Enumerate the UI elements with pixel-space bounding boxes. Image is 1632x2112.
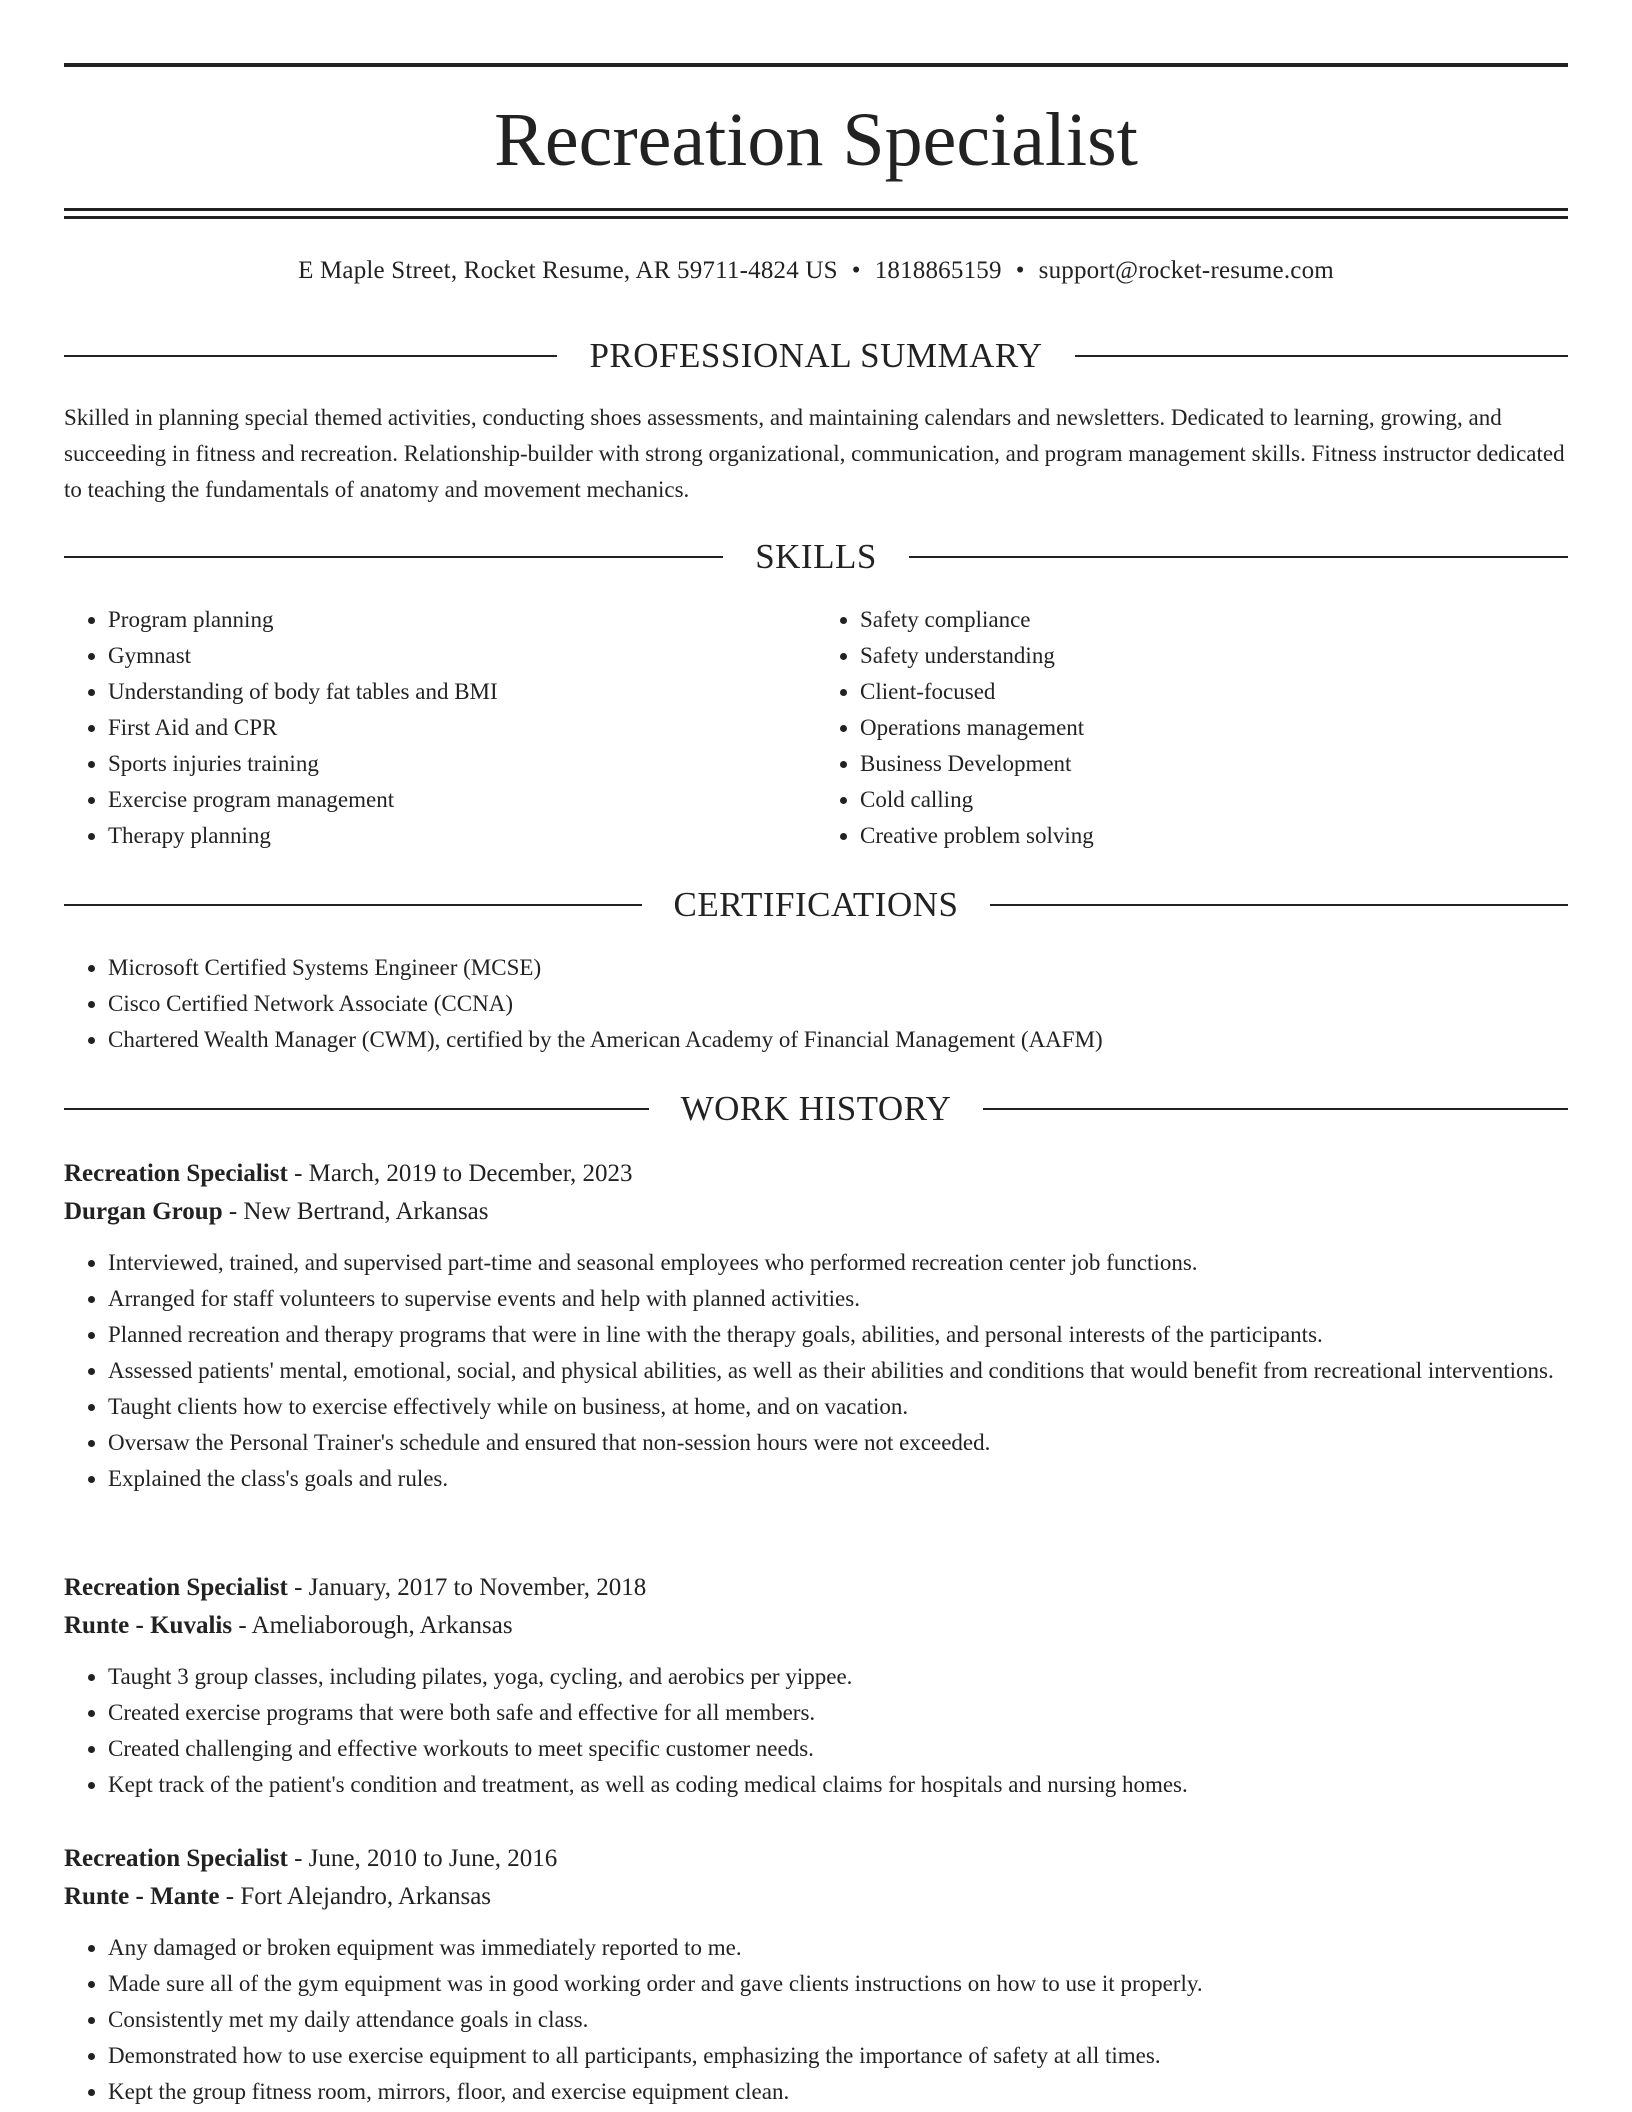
section-rule-right — [1075, 355, 1568, 357]
skill-item: • Sports injuries training — [108, 746, 816, 782]
job-title-line — [64, 1569, 1568, 1607]
section-rule-left — [64, 355, 557, 357]
job-company-line — [64, 1607, 1568, 1645]
job-bullets — [64, 1930, 1568, 2110]
header-bottom-rule — [64, 208, 1568, 211]
skill-item: • Therapy planning — [108, 818, 816, 854]
section-title: PROFESSIONAL SUMMARY — [589, 336, 1043, 375]
job-bullet: • Explained the class's goals and rules. — [108, 1461, 1568, 1497]
job-location: - New Bertrand, Arkansas — [228, 1198, 489, 1225]
job-bullet: • Any damaged or broken equipment was immediately reported to me. — [108, 1930, 1568, 1966]
job-company-line — [64, 1878, 1568, 1916]
section-title: SKILLS — [755, 537, 877, 576]
job-bullet: • Made sure all of the gym equipment was in good working order and gave clients instructions on how to use it properly. — [108, 1966, 1568, 2002]
job-bullet: • Interviewed, trained, and supervised part-time and seasonal employees who performed recreation center job functions. — [108, 1245, 1568, 1281]
section-header-summary — [64, 336, 1568, 376]
job-bullet: • Created exercise programs that were both safe and effective for all members. — [108, 1695, 1568, 1731]
skill-item: • Exercise program management — [108, 782, 816, 818]
contact-phone: 1818865159 — [874, 257, 1002, 284]
job-company: Durgan Group — [64, 1198, 223, 1225]
contact-separator: • — [1015, 257, 1025, 284]
skill-item: • Safety understanding — [860, 638, 1568, 674]
skill-item: • Client-focused — [860, 674, 1568, 710]
job-bullet: • Kept track of the patient's condition and treatment, as well as coding medical claims for hospitals and nursing homes. — [108, 1767, 1568, 1803]
job-dates: - January, 2017 to November, 2018 — [294, 1574, 647, 1601]
job-bullets — [64, 1245, 1568, 1497]
section-title: WORK HISTORY — [680, 1089, 952, 1128]
skill-item: • Operations management — [860, 710, 1568, 746]
professional-summary: Skilled in planning special themed activities, conducting shoes assessments, and maintaining calendars and newsletters. Dedicated to learning, growing, and succeeding in fitness and recreation. Relationship-builder with strong organizational, communication, and program management skills. Fitness instructor dedicated to teaching the fundamentals of anatomy and movement mechanics. — [64, 405, 1565, 502]
contact-line — [64, 254, 1568, 288]
job-entry — [64, 1840, 1568, 2110]
skill-item: • Safety compliance — [860, 602, 1568, 638]
job-bullet: • Planned recreation and therapy programs that were in line with the therapy goals, abilities, and personal interests of the participants. — [108, 1317, 1568, 1353]
job-title: Recreation Specialist — [64, 1845, 288, 1872]
skill-item: • Program planning — [108, 602, 816, 638]
job-title: Recreation Specialist — [64, 1160, 288, 1187]
job-bullet: • Oversaw the Personal Trainer's schedule and ensured that non-session hours were not exceeded. — [108, 1425, 1568, 1461]
section-rule-left — [64, 904, 642, 906]
job-location: - Fort Alejandro, Arkansas — [225, 1883, 492, 1910]
section-rule-right — [983, 1108, 1568, 1110]
job-bullet: • Taught clients how to exercise effectively while on business, at home, and on vacation. — [108, 1389, 1568, 1425]
header-top-rule — [64, 63, 1568, 67]
job-company-line — [64, 1193, 1568, 1231]
skill-item: • Cold calling — [860, 782, 1568, 818]
job-company: Runte - Mante — [64, 1883, 220, 1910]
certifications-bullets — [64, 950, 1568, 1058]
job-dates: - March, 2019 to December, 2023 — [294, 1160, 633, 1187]
job-company: Runte - Kuvalis — [64, 1612, 233, 1639]
skills-column-left — [64, 602, 816, 854]
skill-item: • Gymnast — [108, 638, 816, 674]
skill-item: • First Aid and CPR — [108, 710, 816, 746]
job-bullet: • Kept the group fitness room, mirrors, floor, and exercise equipment clean. — [108, 2074, 1568, 2110]
job-title-line — [64, 1840, 1568, 1878]
job-location: - Ameliaborough, Arkansas — [238, 1612, 513, 1639]
job-title: Recreation Specialist — [64, 1574, 288, 1601]
job-bullet: • Arranged for staff volunteers to supervise events and help with planned activities. — [108, 1281, 1568, 1317]
job-entry — [64, 1569, 1568, 1803]
skill-item: • Creative problem solving — [860, 818, 1568, 854]
section-header-work-history — [64, 1089, 1568, 1129]
section-rule-right — [909, 556, 1568, 558]
section-rule-left — [64, 556, 723, 558]
contact-email: support@rocket-resume.com — [1038, 257, 1334, 284]
header-bottom-rule-second — [64, 216, 1568, 219]
certification-item: • Chartered Wealth Manager (CWM), certified by the American Academy of Financial Management (AAFM) — [108, 1022, 1568, 1058]
section-header-certifications — [64, 885, 1568, 925]
certifications-list — [64, 950, 1568, 1058]
resume-title: Recreation Specialist — [494, 98, 1138, 182]
job-bullets — [64, 1659, 1568, 1803]
skill-item: • Business Development — [860, 746, 1568, 782]
job-bullet: • Consistently met my daily attendance goals in class. — [108, 2002, 1568, 2038]
contact-separator: • — [851, 257, 861, 284]
section-rule-right — [990, 904, 1568, 906]
contact-address: E Maple Street, Rocket Resume, AR 59711-4824 US — [298, 257, 838, 284]
certification-item: • Cisco Certified Network Associate (CCNA) — [108, 986, 1568, 1022]
job-dates: - June, 2010 to June, 2016 — [294, 1845, 558, 1872]
skills-column-right — [816, 602, 1568, 854]
job-title-line — [64, 1155, 1568, 1193]
job-bullet: • Assessed patients' mental, emotional, social, and physical abilities, as well as their abilities and conditions that would benefit from recreational interventions. — [108, 1353, 1568, 1389]
section-rule-left — [64, 1108, 649, 1110]
skill-item: • Understanding of body fat tables and BMI — [108, 674, 816, 710]
job-bullet: • Created challenging and effective workouts to meet specific customer needs. — [108, 1731, 1568, 1767]
section-title: CERTIFICATIONS — [673, 885, 959, 924]
job-bullet: • Demonstrated how to use exercise equipment to all participants, emphasizing the importance of safety at all times. — [108, 2038, 1568, 2074]
certification-item: • Microsoft Certified Systems Engineer (MCSE) — [108, 950, 1568, 986]
section-header-skills — [64, 537, 1568, 577]
skills-list — [64, 602, 1568, 854]
job-entry — [64, 1155, 1568, 1497]
job-bullet: • Taught 3 group classes, including pilates, yoga, cycling, and aerobics per yippee. — [108, 1659, 1568, 1695]
